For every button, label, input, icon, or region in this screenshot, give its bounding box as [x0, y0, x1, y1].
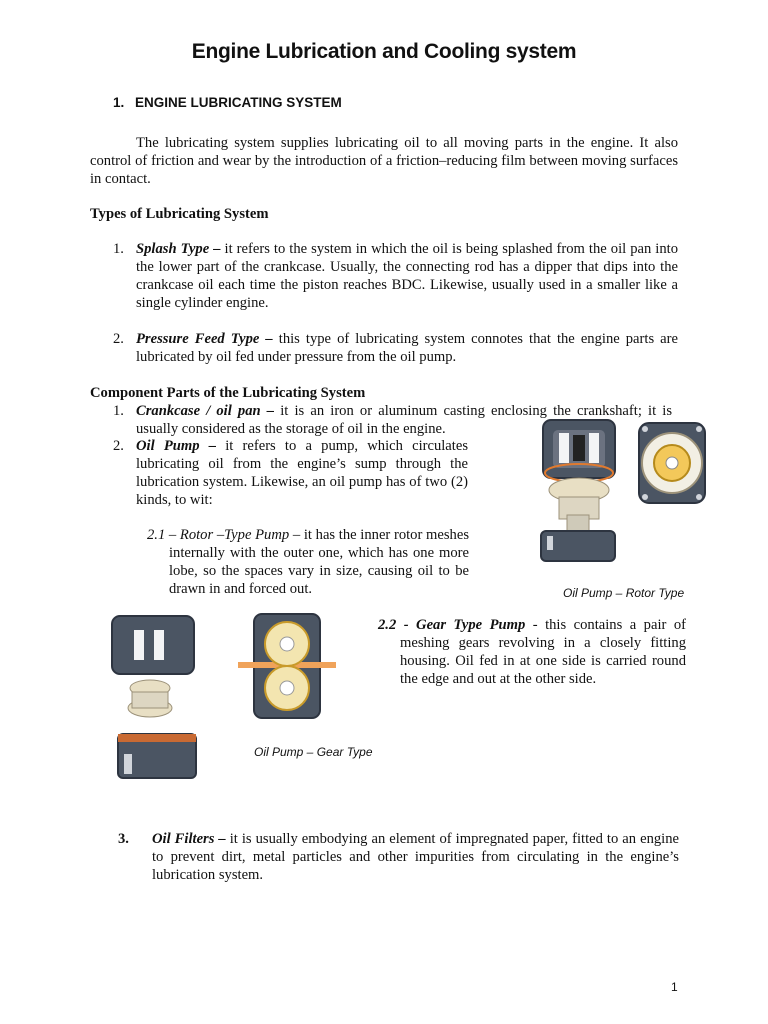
- section-heading: [113, 95, 342, 110]
- rotor-pump-figure: [535, 415, 710, 570]
- types-item-2-term: Pressure Feed Type –: [136, 331, 273, 347]
- section-title: ENGINE LUBRICATING SYSTEM: [135, 95, 342, 110]
- gear-type-text: - this contains a pair of meshing gears revolving in a closely fitting housing. Oil fed in at one side is carried round the edge and out at the other side.: [400, 617, 686, 687]
- gear-type-paragraph: [378, 616, 686, 688]
- components-item-3-text: it is usually embodying an element of impregnated paper, fitted to an engine to prevent dirt, metal particles and other impurities from circulating in the engine’s lubrication system.: [152, 831, 679, 883]
- intro-paragraph: The lubricating system supplies lubricating oil to all moving parts in the engine. It also control of friction and wear by the introduction of a friction–reducing film between moving surfaces in contact.: [90, 135, 678, 187]
- gear-type-lead: 2.2 - Gear Type Pump: [378, 617, 526, 633]
- types-heading: Types of Lubricating System: [90, 206, 269, 222]
- types-item-1-term: Splash Type –: [136, 241, 221, 257]
- rotor-caption: Oil Pump – Rotor Type: [563, 586, 685, 600]
- rotor-type-lead: 2.1 – Rotor –Type Pump –: [147, 527, 301, 543]
- rotor-type-paragraph: [147, 526, 469, 598]
- components-item-1-number: 1.: [113, 403, 124, 419]
- page-number: 1: [671, 980, 678, 994]
- types-item-2-text: this type of lubricating system connotes that the engine parts are lubricated by oil fed under pressure from the oil pump.: [136, 331, 678, 365]
- components-item-3-number: 3.: [118, 831, 129, 847]
- components-item-1-term: Crankcase / oil pan –: [136, 403, 275, 419]
- types-item-2: [136, 330, 678, 366]
- components-item-2-text: it refers to a pump, which circulates lubricating oil from the engine’s sump through the lubrication system. Likewise, an oil pump has of two (2) kinds, to wit:: [136, 438, 468, 508]
- gear-caption: Oil Pump – Gear Type: [254, 745, 373, 759]
- section-number: 1.: [113, 95, 125, 110]
- components-item-3-term: Oil Filters –: [152, 831, 226, 847]
- types-item-1-text: it refers to the system in which the oil is being splashed from the oil pan into the lower part of the crankcase. Usually, the connecting rod has a dipper that dips into the crankcase oil each time the piston reaches BDC. Likewise, usually used in a smaller like a single cylinder engine.: [136, 241, 679, 311]
- types-item-2-number: 2.: [113, 331, 124, 347]
- types-item-1: [136, 240, 678, 312]
- components-heading: Component Parts of the Lubricating System: [90, 385, 366, 401]
- page-title: Engine Lubrication and Cooling system: [191, 40, 577, 63]
- rotor-type-text: it has the inner rotor meshes internally with the outer one, which has one more lobe, so the spaces vary in size, causing oil to be drawn in and forced out.: [169, 527, 469, 597]
- components-item-2: [136, 437, 468, 509]
- types-item-1-number: 1.: [113, 241, 124, 257]
- components-item-3: [152, 830, 679, 884]
- components-item-2-number: 2.: [113, 438, 124, 454]
- components-item-2-term: Oil Pump –: [136, 438, 217, 454]
- components-item-1-text: it is an iron or aluminum casting enclosing the crankshaft; it is usually considered as the storage of oil in the engine.: [136, 403, 673, 437]
